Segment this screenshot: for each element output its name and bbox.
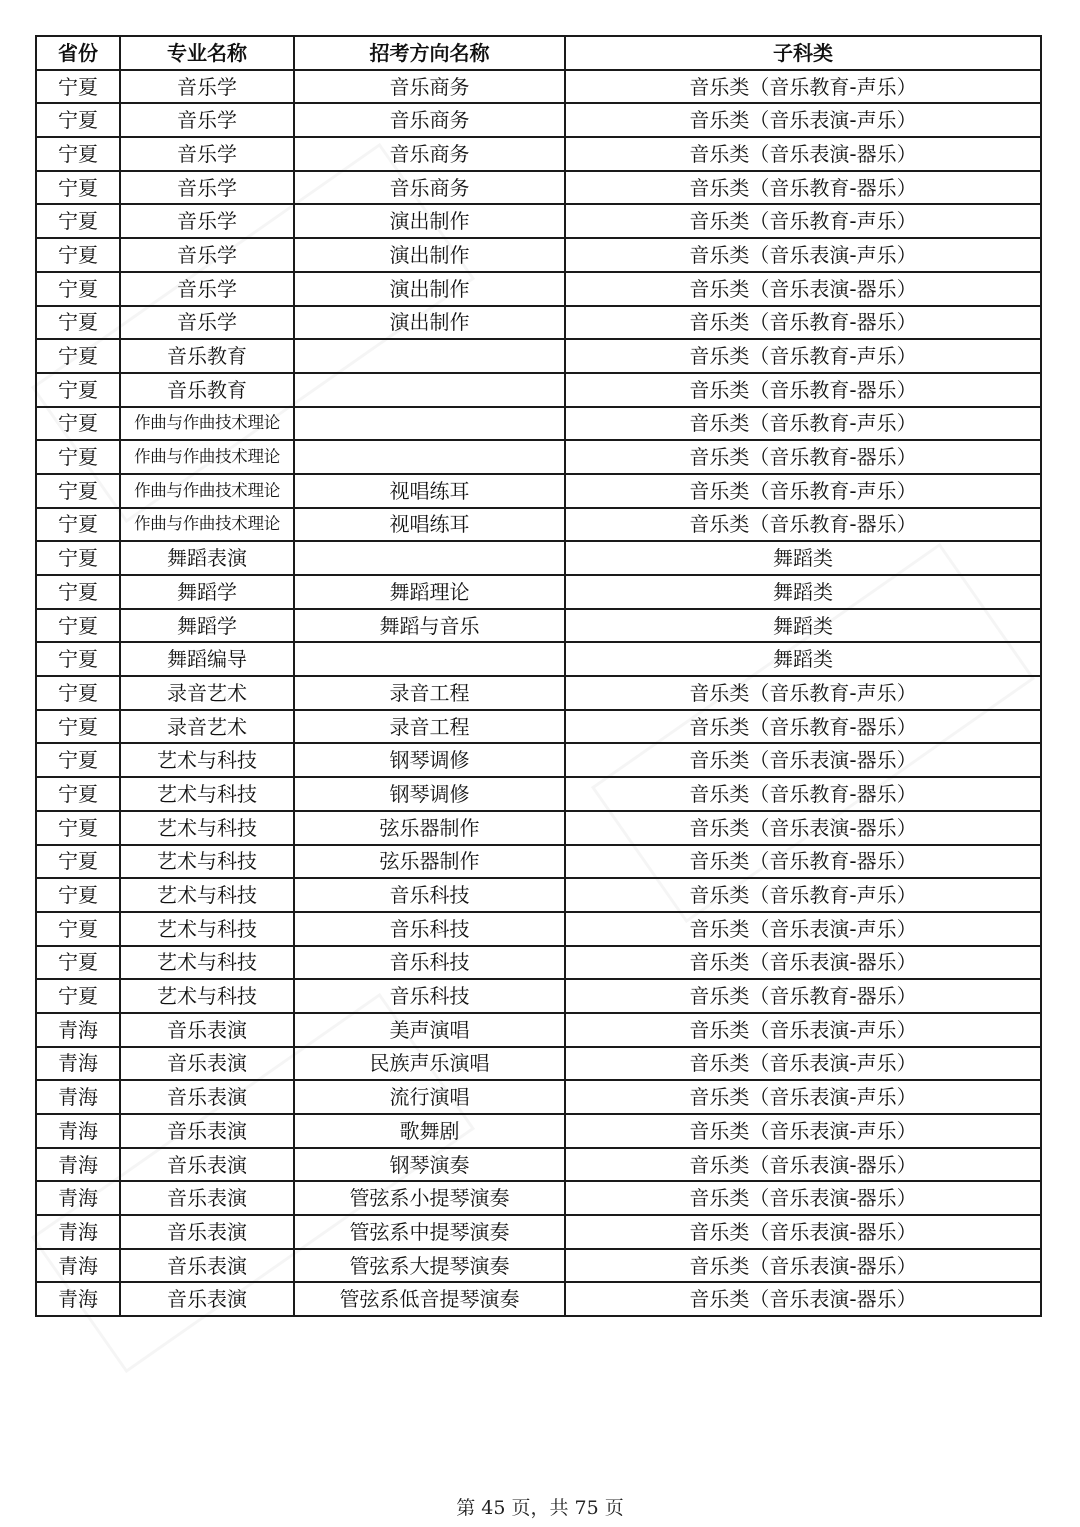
header-province: 省份 (36, 36, 120, 70)
cell-direction-name: 录音工程 (294, 676, 565, 710)
cell-major-name: 舞蹈编导 (120, 642, 294, 676)
cell-province: 宁夏 (36, 272, 120, 306)
cell-subcategory: 音乐类（音乐教育-声乐） (565, 474, 1041, 508)
cell-direction-name: 美声演唱 (294, 1013, 565, 1047)
table-row (36, 777, 1041, 811)
cell-direction-name: 录音工程 (294, 710, 565, 744)
cell-province: 宁夏 (36, 373, 120, 407)
cell-subcategory: 音乐类（音乐教育-器乐） (565, 777, 1041, 811)
cell-subcategory: 音乐类（音乐教育-器乐） (565, 979, 1041, 1013)
table-row (36, 238, 1041, 272)
table-row (36, 541, 1041, 575)
cell-province: 宁夏 (36, 440, 120, 474)
cell-province: 宁夏 (36, 609, 120, 643)
cell-province: 宁夏 (36, 339, 120, 373)
cell-province: 宁夏 (36, 407, 120, 441)
table-row (36, 272, 1041, 306)
cell-major-name: 艺术与科技 (120, 946, 294, 980)
header-subcategory: 子科类 (565, 36, 1041, 70)
cell-direction-name: 视唱练耳 (294, 474, 565, 508)
cell-major-name: 音乐表演 (120, 1282, 294, 1316)
cell-province: 青海 (36, 1047, 120, 1081)
cell-major-name: 音乐表演 (120, 1249, 294, 1283)
cell-province: 青海 (36, 1215, 120, 1249)
cell-subcategory: 音乐类（音乐表演-器乐） (565, 1181, 1041, 1215)
cell-major-name: 音乐表演 (120, 1013, 294, 1047)
table-row (36, 845, 1041, 879)
cell-subcategory: 音乐类（音乐表演-声乐） (565, 1080, 1041, 1114)
cell-subcategory: 音乐类（音乐表演-器乐） (565, 1148, 1041, 1182)
cell-subcategory: 音乐类（音乐表演-声乐） (565, 1047, 1041, 1081)
cell-direction-name: 演出制作 (294, 272, 565, 306)
table-row (36, 407, 1041, 441)
cell-subcategory: 音乐类（音乐教育-声乐） (565, 878, 1041, 912)
cell-subcategory: 音乐类（音乐表演-器乐） (565, 137, 1041, 171)
cell-direction-name: 舞蹈与音乐 (294, 609, 565, 643)
cell-province: 青海 (36, 1114, 120, 1148)
cell-major-name: 舞蹈学 (120, 609, 294, 643)
cell-major-name: 音乐表演 (120, 1148, 294, 1182)
cell-province: 宁夏 (36, 777, 120, 811)
cell-subcategory: 音乐类（音乐教育-声乐） (565, 70, 1041, 104)
cell-major-name: 音乐表演 (120, 1047, 294, 1081)
cell-province: 宁夏 (36, 845, 120, 879)
cell-major-name: 音乐表演 (120, 1181, 294, 1215)
page-number: 第 45 页，共 75 页 (456, 1497, 624, 1519)
cell-province: 宁夏 (36, 676, 120, 710)
cell-subcategory: 舞蹈类 (565, 609, 1041, 643)
table-row (36, 575, 1041, 609)
cell-direction-name (294, 373, 565, 407)
cell-province: 宁夏 (36, 508, 120, 542)
header-major-name: 专业名称 (120, 36, 294, 70)
table-row (36, 609, 1041, 643)
cell-subcategory: 音乐类（音乐表演-声乐） (565, 103, 1041, 137)
table-row (36, 306, 1041, 340)
cell-major-name: 音乐表演 (120, 1215, 294, 1249)
cell-subcategory: 音乐类（音乐教育-器乐） (565, 373, 1041, 407)
cell-subcategory: 音乐类（音乐表演-器乐） (565, 743, 1041, 777)
cell-subcategory: 音乐类（音乐表演-器乐） (565, 1249, 1041, 1283)
cell-province: 青海 (36, 1148, 120, 1182)
cell-province: 青海 (36, 1249, 120, 1283)
table-row (36, 811, 1041, 845)
cell-province: 宁夏 (36, 137, 120, 171)
cell-province: 宁夏 (36, 306, 120, 340)
cell-direction-name: 弦乐器制作 (294, 845, 565, 879)
table-row (36, 1047, 1041, 1081)
watermark-text (0, 181, 23, 292)
cell-direction-name: 管弦系中提琴演奏 (294, 1215, 565, 1249)
cell-major-name: 舞蹈学 (120, 575, 294, 609)
cell-subcategory: 音乐类（音乐表演-器乐） (565, 272, 1041, 306)
cell-major-name: 音乐表演 (120, 1114, 294, 1148)
cell-subcategory: 音乐类（音乐教育-器乐） (565, 508, 1041, 542)
cell-subcategory: 音乐类（音乐教育-器乐） (565, 306, 1041, 340)
table-row (36, 1013, 1041, 1047)
cell-major-name: 音乐学 (120, 204, 294, 238)
table-row (36, 1148, 1041, 1182)
cell-major-name: 音乐教育 (120, 339, 294, 373)
cell-subcategory: 舞蹈类 (565, 642, 1041, 676)
cell-subcategory: 音乐类（音乐表演-声乐） (565, 238, 1041, 272)
cell-subcategory: 舞蹈类 (565, 575, 1041, 609)
cell-major-name: 舞蹈表演 (120, 541, 294, 575)
cell-direction-name (294, 407, 565, 441)
cell-major-name: 艺术与科技 (120, 811, 294, 845)
cell-direction-name: 钢琴调修 (294, 777, 565, 811)
cell-major-name: 音乐教育 (120, 373, 294, 407)
cell-province: 青海 (36, 1080, 120, 1114)
cell-province: 宁夏 (36, 70, 120, 104)
cell-major-name: 音乐表演 (120, 1080, 294, 1114)
cell-direction-name: 歌舞剧 (294, 1114, 565, 1148)
cell-direction-name (294, 339, 565, 373)
cell-province: 宁夏 (36, 979, 120, 1013)
cell-major-name: 音乐学 (120, 272, 294, 306)
cell-province: 青海 (36, 1282, 120, 1316)
cell-major-name: 艺术与科技 (120, 912, 294, 946)
cell-subcategory: 舞蹈类 (565, 541, 1041, 575)
cell-subcategory: 音乐类（音乐表演-器乐） (565, 811, 1041, 845)
header-direction-name: 招考方向名称 (294, 36, 565, 70)
table-row (36, 642, 1041, 676)
table-row (36, 508, 1041, 542)
cell-major-name: 艺术与科技 (120, 979, 294, 1013)
table-row (36, 1080, 1041, 1114)
cell-major-name: 音乐学 (120, 238, 294, 272)
cell-direction-name: 音乐科技 (294, 912, 565, 946)
cell-subcategory: 音乐类（音乐教育-声乐） (565, 407, 1041, 441)
table-row (36, 1114, 1041, 1148)
table-row (36, 373, 1041, 407)
table-header-row (36, 36, 1041, 70)
cell-province: 宁夏 (36, 912, 120, 946)
cell-direction-name: 民族声乐演唱 (294, 1047, 565, 1081)
cell-direction-name: 舞蹈理论 (294, 575, 565, 609)
cell-direction-name: 钢琴演奏 (294, 1148, 565, 1182)
cell-province: 宁夏 (36, 103, 120, 137)
cell-major-name: 音乐学 (120, 137, 294, 171)
cell-province: 宁夏 (36, 238, 120, 272)
cell-major-name: 艺术与科技 (120, 845, 294, 879)
cell-province: 宁夏 (36, 878, 120, 912)
table-row (36, 474, 1041, 508)
cell-province: 青海 (36, 1013, 120, 1047)
cell-province: 宁夏 (36, 204, 120, 238)
cell-province: 青海 (36, 1181, 120, 1215)
cell-subcategory: 音乐类（音乐教育-器乐） (565, 440, 1041, 474)
table-row (36, 912, 1041, 946)
cell-major-name: 音乐学 (120, 70, 294, 104)
cell-direction-name: 钢琴调修 (294, 743, 565, 777)
cell-direction-name: 弦乐器制作 (294, 811, 565, 845)
cell-direction-name: 流行演唱 (294, 1080, 565, 1114)
cell-major-name: 艺术与科技 (120, 878, 294, 912)
cell-direction-name: 管弦系小提琴演奏 (294, 1181, 565, 1215)
table-row (36, 743, 1041, 777)
cell-subcategory: 音乐类（音乐表演-声乐） (565, 1013, 1041, 1047)
cell-subcategory: 音乐类（音乐教育-声乐） (565, 339, 1041, 373)
cell-direction-name (294, 440, 565, 474)
cell-direction-name: 音乐科技 (294, 979, 565, 1013)
cell-direction-name: 管弦系大提琴演奏 (294, 1249, 565, 1283)
cell-major-name: 作曲与作曲技术理论 (120, 508, 294, 542)
cell-direction-name: 音乐商务 (294, 103, 565, 137)
table-row (36, 171, 1041, 205)
cell-major-name: 录音艺术 (120, 676, 294, 710)
table-row (36, 103, 1041, 137)
cell-major-name: 艺术与科技 (120, 743, 294, 777)
cell-direction-name: 演出制作 (294, 238, 565, 272)
cell-direction-name: 管弦系低音提琴演奏 (294, 1282, 565, 1316)
cell-province: 宁夏 (36, 541, 120, 575)
table-row (36, 946, 1041, 980)
table-row (36, 204, 1041, 238)
cell-direction-name: 视唱练耳 (294, 508, 565, 542)
table-row (36, 1282, 1041, 1316)
cell-major-name: 作曲与作曲技术理论 (120, 440, 294, 474)
cell-direction-name: 音乐商务 (294, 137, 565, 171)
cell-province: 宁夏 (36, 642, 120, 676)
cell-major-name: 录音艺术 (120, 710, 294, 744)
table-row (36, 979, 1041, 1013)
cell-direction-name: 音乐科技 (294, 946, 565, 980)
table-row (36, 137, 1041, 171)
cell-subcategory: 音乐类（音乐教育-声乐） (565, 676, 1041, 710)
cell-province: 宁夏 (36, 811, 120, 845)
cell-subcategory: 音乐类（音乐表演-器乐） (565, 946, 1041, 980)
table-row (36, 339, 1041, 373)
cell-direction-name (294, 541, 565, 575)
table-body (36, 70, 1041, 1316)
cell-subcategory: 音乐类（音乐教育-器乐） (565, 171, 1041, 205)
cell-direction-name: 演出制作 (294, 204, 565, 238)
table-row (36, 676, 1041, 710)
cell-subcategory: 音乐类（音乐教育-器乐） (565, 845, 1041, 879)
enrollment-table (35, 35, 1042, 1317)
cell-direction-name: 音乐科技 (294, 878, 565, 912)
cell-province: 宁夏 (36, 474, 120, 508)
table-row (36, 710, 1041, 744)
cell-direction-name (294, 642, 565, 676)
cell-province: 宁夏 (36, 575, 120, 609)
cell-province: 宁夏 (36, 171, 120, 205)
cell-direction-name: 演出制作 (294, 306, 565, 340)
cell-major-name: 艺术与科技 (120, 777, 294, 811)
cell-subcategory: 音乐类（音乐教育-声乐） (565, 204, 1041, 238)
cell-major-name: 音乐学 (120, 171, 294, 205)
cell-province: 宁夏 (36, 946, 120, 980)
cell-major-name: 音乐学 (120, 103, 294, 137)
cell-major-name: 作曲与作曲技术理论 (120, 407, 294, 441)
cell-direction-name: 音乐商务 (294, 70, 565, 104)
cell-subcategory: 音乐类（音乐表演-声乐） (565, 912, 1041, 946)
table-row (36, 70, 1041, 104)
table-row (36, 1249, 1041, 1283)
cell-direction-name: 音乐商务 (294, 171, 565, 205)
table-row (36, 1181, 1041, 1215)
cell-subcategory: 音乐类（音乐表演-声乐） (565, 1114, 1041, 1148)
cell-major-name: 音乐学 (120, 306, 294, 340)
table-row (36, 878, 1041, 912)
cell-major-name: 作曲与作曲技术理论 (120, 474, 294, 508)
cell-subcategory: 音乐类（音乐表演-器乐） (565, 1282, 1041, 1316)
cell-subcategory: 音乐类（音乐表演-器乐） (565, 1215, 1041, 1249)
cell-subcategory: 音乐类（音乐教育-器乐） (565, 710, 1041, 744)
cell-province: 宁夏 (36, 743, 120, 777)
table-row (36, 440, 1041, 474)
table-row (36, 1215, 1041, 1249)
cell-province: 宁夏 (36, 710, 120, 744)
